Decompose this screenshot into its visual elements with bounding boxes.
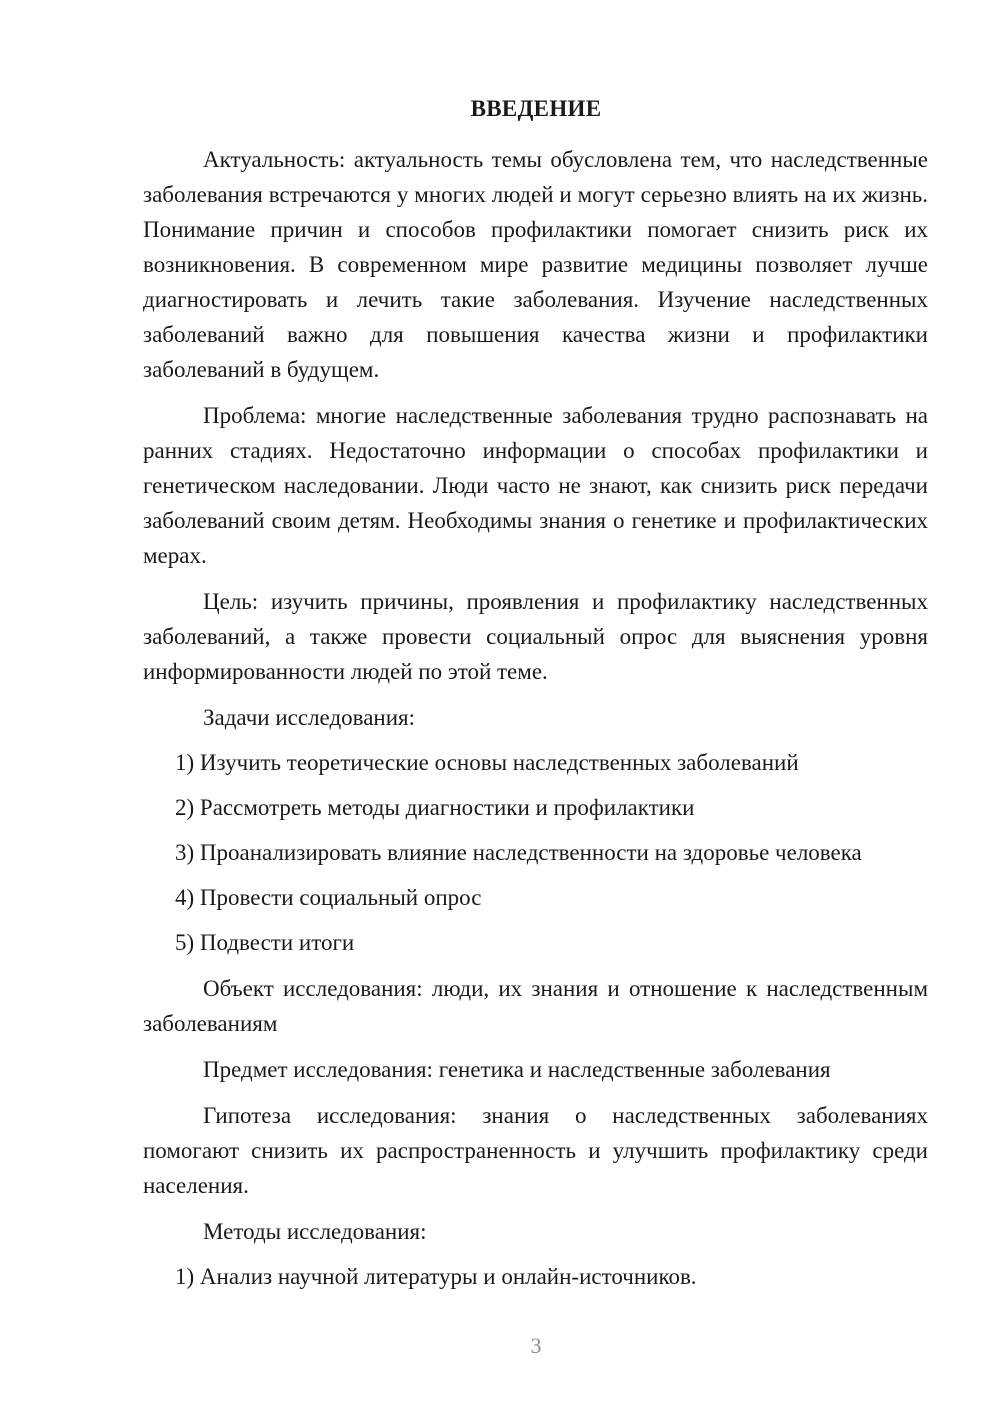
methods-list <box>143 1259 928 1294</box>
list-item: 2) Рассмотреть методы диагностики и профилактики <box>175 795 695 820</box>
paragraph-object: Объект исследования: люди, их знания и отношение к наследственным заболеваниям <box>143 976 928 1036</box>
tasks-heading: Задачи исследования: <box>203 705 416 730</box>
tasks-list <box>143 745 928 960</box>
list-item: 5) Подвести итоги <box>175 930 355 955</box>
list-item: 1) Изучить теоретические основы наследственных заболеваний <box>175 750 799 775</box>
paragraph-relevance: Актуальность: актуальность темы обусловлена тем, что наследственные заболевания встречаются у многих людей и могут серьезно влиять на их жизнь. Понимание причин и способов профилактики помогает снизить риск их возникновения. В современном мире развитие медицины позволяет лучше диагностировать и лечить такие заболевания. Изучение наследственных заболеваний важно для повышения качества жизни и профилактики заболеваний в будущем. <box>143 147 928 382</box>
paragraph-hypothesis: Гипотеза исследования: знания о наследственных заболеваниях помогают снизить их распространенность и улучшить профилактику среди населения. <box>143 1103 928 1198</box>
document-body <box>143 142 928 1294</box>
list-item: 4) Провести социальный опрос <box>175 885 482 910</box>
page-number: 3 <box>530 1333 542 1358</box>
list-item: 1) Анализ научной литературы и онлайн-источников. <box>175 1264 697 1289</box>
page-title: ВВЕДЕНИЕ <box>470 96 602 121</box>
methods-heading: Методы исследования: <box>203 1219 427 1244</box>
paragraph-subject: Предмет исследования: генетика и наследственные заболевания <box>203 1057 831 1082</box>
list-item: 3) Проанализировать влияние наследственности на здоровье человека <box>175 840 862 865</box>
paragraph-problem: Проблема: многие наследственные заболевания трудно распознавать на ранних стадиях. Недостаточно информации о способах профилактики и генетическом наследовании. Люди часто не знают, как снизить риск передачи заболеваний своим детям. Необходимы знания о генетике и профилактических мерах. <box>143 403 928 568</box>
paragraph-goal: Цель: изучить причины, проявления и профилактику наследственных заболеваний, а также провести социальный опрос для выяснения уровня информированности людей по этой теме. <box>143 589 928 684</box>
